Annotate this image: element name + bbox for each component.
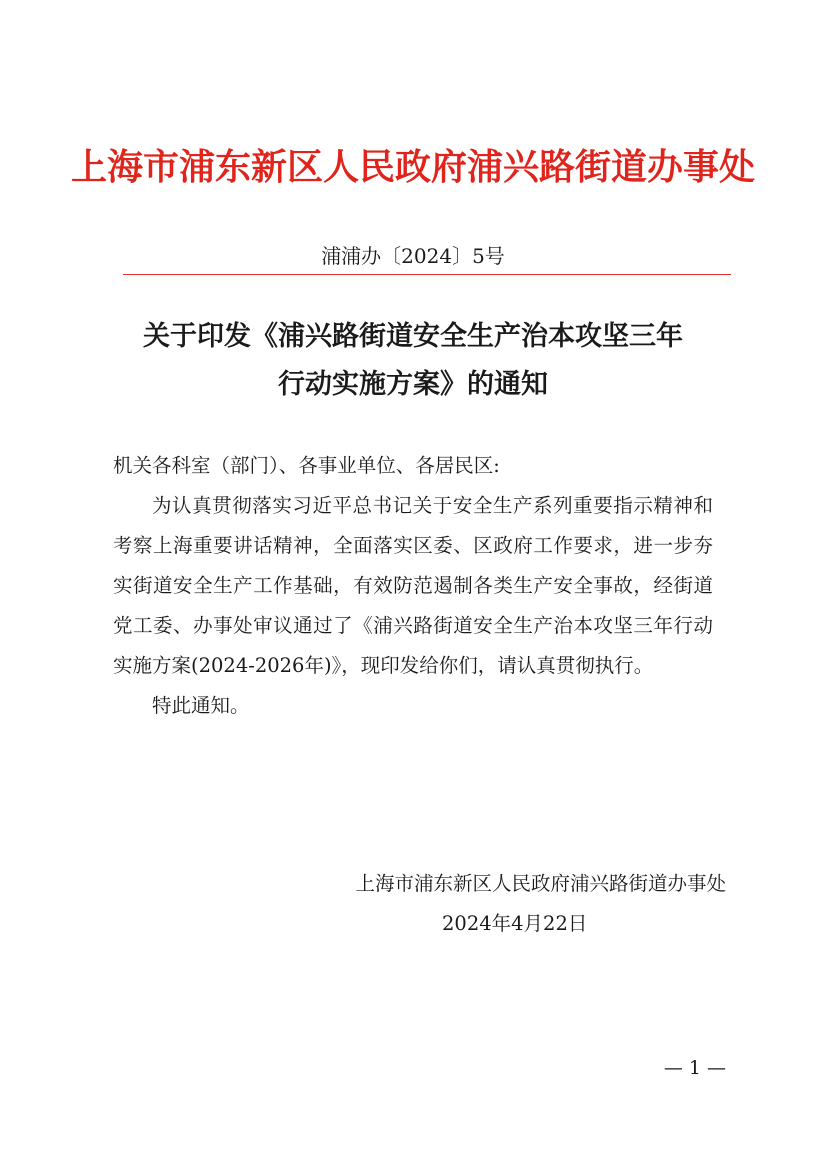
signature-issuer: 上海市浦东新区人民政府浦兴路街道办事处 bbox=[355, 872, 726, 895]
body-paragraph-2: 特此通知。 bbox=[152, 694, 250, 717]
issue-date: 2024年4月22日 bbox=[442, 912, 588, 935]
document-body bbox=[113, 446, 713, 726]
issuer-header: 上海市浦东新区人民政府浦兴路街道办事处 bbox=[70, 146, 755, 188]
document-title-line-1: 关于印发《浦兴路街道安全生产治本攻坚三年 bbox=[143, 321, 683, 352]
page-number: — 1 — bbox=[663, 1057, 726, 1079]
body-paragraph-1: 为认真贯彻落实习近平总书记关于安全生产系列重要指示精神和考察上海重要讲话精神，全面落实区委、区政府工作要求，进一步夯实街道安全生产工作基础，有效防范遏制各类生产安全事故，经街道党工委、办事处审议通过了《浦兴路街道安全生产治本攻坚三年行动实施方案(2024-2026年)》，现印发给你们，请认真贯彻执行。 bbox=[113, 494, 713, 677]
document-number: 浦浦办〔2024〕5号 bbox=[321, 244, 505, 268]
document-title bbox=[100, 313, 726, 409]
header-divider bbox=[123, 274, 731, 275]
addressee: 机关各科室（部门）、各事业单位、各居民区: bbox=[113, 454, 500, 477]
document-title-line-2: 行动实施方案》的通知 bbox=[278, 369, 548, 400]
